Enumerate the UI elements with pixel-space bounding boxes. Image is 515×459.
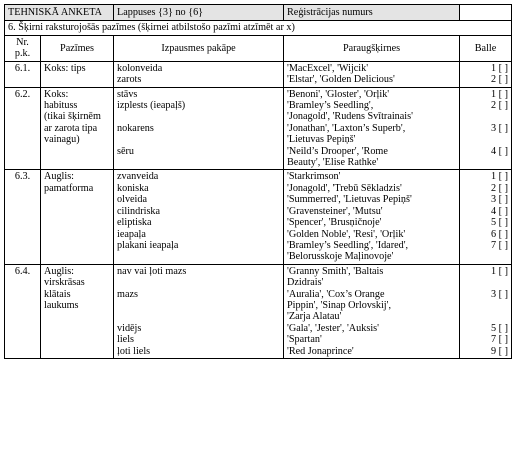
score-checkbox-line[interactable]: 3 [ ]	[491, 194, 509, 206]
feature-name-line: Koks: tips	[44, 62, 86, 74]
registration-number-field[interactable]	[460, 5, 512, 21]
form-title: TEHNISKĀ ANKETA	[5, 5, 114, 21]
score-checkbox-line[interactable]: 1 [ ]	[491, 88, 509, 100]
column-header-nr-line: p.k.	[14, 48, 31, 60]
expression-level-line: izplests (ieapaļš)	[117, 100, 186, 112]
expression-level	[114, 170, 284, 264]
column-header-nr	[5, 36, 41, 62]
row-number: 6.1.	[5, 61, 41, 87]
expression-level-line: cilindriska	[117, 205, 161, 217]
expression-level-line: kolonveida	[117, 62, 163, 74]
example-varieties-line: 'Granny Smith', 'Baltais	[287, 265, 384, 277]
expression-level-line: liels	[117, 334, 134, 346]
expression-level-line	[117, 277, 280, 288]
form-table	[4, 4, 512, 359]
feature-name-line: Koks:	[44, 88, 69, 100]
feature-row	[5, 61, 512, 87]
feature-name-line: Auglis:	[44, 265, 75, 277]
example-varieties	[284, 61, 460, 87]
expression-level-line: ieapaļa	[117, 228, 146, 240]
column-header-examples: Paraugšķirnes	[284, 36, 460, 62]
example-varieties-line: 'Jonagold', 'Rudens Svītrainais'	[287, 111, 413, 123]
expression-level-line: zarots	[117, 74, 142, 86]
score-checkbox-line[interactable]	[463, 277, 508, 288]
row-number: 6.3.	[5, 170, 41, 264]
expression-level-line: eliptiska	[117, 217, 152, 229]
section-row	[5, 21, 512, 36]
expression-level-line	[117, 311, 280, 322]
score-checkbox-line[interactable]: 5 [ ]	[491, 217, 509, 229]
section-title: 6. Šķirni raksturojošās pazīmes (šķirnei atbilstošo pazīmi atzīmēt ar x)	[5, 21, 512, 36]
feature-name-line: habituss	[44, 100, 78, 112]
score-checkbox-line[interactable]: 1 [ ]	[491, 171, 509, 183]
feature-row	[5, 87, 512, 170]
example-varieties	[284, 170, 460, 264]
example-varieties-line: 'Lietuvas Pepiņš'	[287, 134, 356, 146]
score-checkbox-line[interactable]: 2 [ ]	[491, 74, 509, 86]
score-checkbox-line[interactable]: 7 [ ]	[491, 239, 509, 251]
example-varieties-line: 'Elstar', 'Golden Delicious'	[287, 74, 395, 86]
score-checkbox-line[interactable]: 5 [ ]	[491, 322, 509, 334]
example-varieties-line: 'Belorusskoje Maļinovoje'	[287, 251, 394, 263]
feature-name-line: laukums	[44, 299, 79, 311]
example-varieties-line: 'Auralia', 'Cox’s Orange	[287, 288, 385, 300]
feature-name-line: (tikai šķirnēm	[44, 111, 101, 123]
feature-name	[41, 264, 114, 358]
row-number: 6.4.	[5, 264, 41, 358]
example-varieties-line: 'Golden Noble', 'Resi', 'Orļik'	[287, 228, 406, 240]
example-varieties-line: 'Summerred', 'Lietuvas Pepiņš'	[287, 194, 412, 206]
expression-level-line: mazs	[117, 288, 138, 300]
expression-level	[114, 87, 284, 170]
score-checkbox-line[interactable]: 4 [ ]	[491, 145, 509, 157]
example-varieties	[284, 264, 460, 358]
example-varieties-line: 'Starkrimson'	[287, 171, 341, 183]
example-varieties-line: 'Neild’s Drooper', 'Rome	[287, 145, 388, 157]
technical-form	[4, 4, 511, 359]
expression-level-line: zvanveida	[117, 171, 159, 183]
score-checkbox-line[interactable]: 1 [ ]	[491, 62, 509, 74]
example-varieties-line: 'Gala', 'Jester', 'Auksis'	[287, 322, 379, 334]
score-checkbox-line[interactable]	[463, 111, 508, 122]
score-checkbox-line[interactable]: 1 [ ]	[491, 265, 509, 277]
feature-name	[41, 170, 114, 264]
row-number: 6.2.	[5, 87, 41, 170]
example-varieties-line: 'MacExcel', 'Wijcik'	[287, 62, 369, 74]
score-checkbox-line[interactable]: 2 [ ]	[491, 182, 509, 194]
example-varieties-line: Beauty', 'Elise Rathke'	[287, 157, 379, 169]
example-varieties-line: 'Zarja Alatau'	[287, 311, 342, 323]
score-checkbox-line[interactable]: 9 [ ]	[491, 345, 509, 357]
score-checkbox-line[interactable]: 6 [ ]	[491, 228, 509, 240]
example-varieties-line: 'Bramley’s Seedling', 'Idared',	[287, 239, 409, 251]
column-header-expression: Izpausmes pakāpe	[114, 36, 284, 62]
feature-name	[41, 61, 114, 87]
expression-level-line	[117, 111, 280, 122]
expression-level-line: vidējs	[117, 322, 142, 334]
score-checkbox-line[interactable]: 2 [ ]	[491, 100, 509, 112]
expression-level-line: sēru	[117, 145, 134, 157]
example-varieties	[284, 87, 460, 170]
column-header-feature: Pazīmes	[41, 36, 114, 62]
example-varieties-line: Pippin', 'Sinap Orlovskij',	[287, 299, 392, 311]
feature-name-line: klātais	[44, 288, 71, 300]
expression-level-line: plakani ieapaļa	[117, 239, 179, 251]
expression-level-line: koniska	[117, 182, 149, 194]
score-checkbox-line[interactable]	[463, 300, 508, 311]
expression-level	[114, 61, 284, 87]
expression-level-line: olveida	[117, 194, 148, 206]
score-checkbox-line[interactable]	[463, 311, 508, 322]
expression-level	[114, 264, 284, 358]
example-varieties-line: 'Spencer', 'Brusņičnoje'	[287, 217, 382, 229]
score-checkbox-line[interactable]	[463, 134, 508, 145]
score-checkbox-line[interactable]	[463, 251, 508, 262]
example-varieties-line: 'Jonagold', 'Trebū Sēkladzis'	[287, 182, 402, 194]
example-varieties-line: 'Bramley’s Seedling',	[287, 100, 374, 112]
feature-name	[41, 87, 114, 170]
feature-name-line: virskrāsas	[44, 277, 85, 289]
score-checkbox	[460, 170, 512, 264]
example-varieties-line: 'Benoni', 'Gloster', 'Orļik'	[287, 88, 390, 100]
expression-level-line: ļoti liels	[117, 345, 151, 357]
header-row	[5, 5, 512, 21]
expression-level-line	[117, 300, 280, 311]
score-checkbox	[460, 264, 512, 358]
score-checkbox-line[interactable]: 3 [ ]	[491, 122, 509, 134]
column-header-nr-line: Nr.	[16, 37, 29, 48]
page-counter: Lappuses {3} no {6}	[114, 5, 284, 21]
feature-name-line: pamatforma	[44, 182, 94, 194]
expression-level-line	[117, 134, 280, 145]
feature-name-line: ar zarota tipa	[44, 122, 98, 134]
example-varieties-line: 'Red Jonaprince'	[287, 345, 354, 357]
feature-row	[5, 264, 512, 358]
feature-row	[5, 170, 512, 264]
expression-level-line: nokarens	[117, 122, 154, 134]
score-checkbox	[460, 87, 512, 170]
registration-label: Reģistrācijas numurs	[284, 5, 460, 21]
example-varieties-line: Dzidrais'	[287, 277, 324, 289]
column-header-row	[5, 36, 512, 62]
score-checkbox	[460, 61, 512, 87]
score-checkbox-line[interactable]: 3 [ ]	[491, 288, 509, 300]
score-checkbox-line[interactable]	[463, 157, 508, 168]
score-checkbox-line[interactable]: 7 [ ]	[491, 334, 509, 346]
column-header-score: Balle	[460, 36, 512, 62]
expression-level-line	[117, 251, 280, 262]
score-checkbox-line[interactable]: 4 [ ]	[491, 205, 509, 217]
feature-name-line: vainagu)	[44, 134, 80, 146]
expression-level-line: nav vai ļoti mazs	[117, 265, 187, 277]
example-varieties-line: 'Gravensteiner', 'Mutsu'	[287, 205, 383, 217]
expression-level-line: stāvs	[117, 88, 138, 100]
expression-level-line	[117, 157, 280, 168]
feature-name-line: Auglis:	[44, 171, 75, 183]
example-varieties-line: 'Spartan'	[287, 334, 322, 346]
example-varieties-line: 'Jonathan', 'Laxton’s Superb',	[287, 122, 406, 134]
